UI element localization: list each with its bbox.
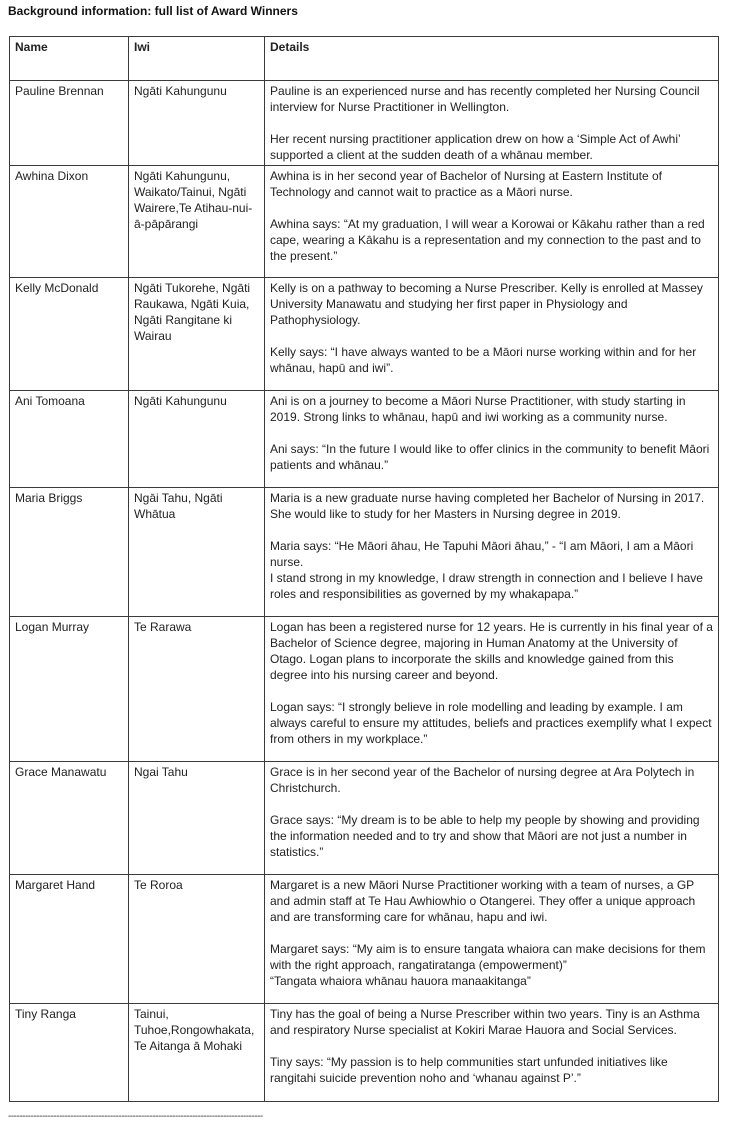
winner-name-cell: Logan Murray — [10, 617, 129, 762]
table-row — [10, 166, 719, 278]
winner-details-cell — [265, 1004, 719, 1102]
winner-details-cell — [265, 166, 719, 278]
column-header-name: Name — [10, 37, 129, 81]
details-paragraph: Margaret is a new Māori Nurse Practitioner working with a team of nurses, a GP and admin staff at Te Hau Awhiowhio o Otangerei. They offer a unique approach and are transforming care for whānau, hapu and iwi. — [270, 878, 696, 924]
table-row — [10, 81, 719, 166]
details-paragraph: Grace says: “My dream is to be able to help my people by showing and providing the information needed and to try and show that Māori are not just a number in statistics.” — [270, 813, 700, 859]
winner-name-cell: Awhina Dixon — [10, 166, 129, 278]
details-paragraph: Awhina says: “At my graduation, I will wear a Korowai or Kākahu rather than a red cape, wearing a Kākahu is a representation and my connection to the past and to the present.” — [270, 217, 705, 263]
winner-details-cell — [265, 875, 719, 1004]
table-row — [10, 875, 719, 1004]
details-paragraph: Ani says: “In the future I would like to offer clinics in the community to benefit Māori patients and whānau.” — [270, 442, 710, 472]
table-header-row — [10, 37, 719, 81]
details-paragraph: Maria says: “He Māori āhau, He Tapuhi Māori āhau,” - “I am Māori, I am a Māori nurse. I stand strong in my knowledge, I draw strength in connection and I believe I have roles and responsibilities as governed by my whakapapa.” — [270, 539, 703, 601]
winner-name-cell: Grace Manawatu — [10, 762, 129, 875]
winner-details-cell — [265, 81, 719, 166]
winner-details-cell — [265, 762, 719, 875]
winner-iwi-cell: Te Rarawa — [129, 617, 265, 762]
table-row — [10, 762, 719, 875]
table-row — [10, 278, 719, 391]
winner-name-cell: Tiny Ranga — [10, 1004, 129, 1102]
details-paragraph: Her recent nursing practitioner application drew on how a ‘Simple Act of Awhi’ supported a client at the sudden death of a whānau member. — [270, 132, 681, 162]
details-paragraph: Ani is on a journey to become a Māori Nurse Practitioner, with study starting in 2019. Strong links to whānau, hapū and iwi working as a community nurse. — [270, 394, 686, 424]
details-paragraph: Logan says: “I strongly believe in role modelling and leading by example. I am always careful to ensure my attitudes, beliefs and practices exemplify what I expect from others in my workplace.” — [270, 700, 712, 746]
winner-name-cell: Kelly McDonald — [10, 278, 129, 391]
details-paragraph: Logan has been a registered nurse for 12 years. He is currently in his final year of a Bachelor of Science degree, majoring in Human Anatomy at the University of Otago. Logan plans to incorporate the skills and knowledge gained from this degree into his nursing career and beyond. — [270, 620, 713, 682]
winner-iwi-cell: Ngāti Tukorehe, Ngāti Raukawa, Ngāti Kuia, Ngāti Rangitane ki Wairau — [129, 278, 265, 391]
winner-iwi-cell: Te Roroa — [129, 875, 265, 1004]
award-winners-table — [9, 36, 719, 1102]
winner-details-cell — [265, 488, 719, 617]
winner-name-cell: Ani Tomoana — [10, 391, 129, 488]
details-paragraph: Pauline is an experienced nurse and has recently completed her Nursing Council interview for Nurse Practitioner in Wellington. — [270, 84, 700, 114]
dashed-divider: ------------------------------------------------------------------------------------------ — [8, 1111, 263, 1122]
winner-details-cell — [265, 391, 719, 488]
details-paragraph: Tiny has the goal of being a Nurse Prescriber within two years. Tiny is an Asthma and respiratory Nurse specialist at Kokiri Marae Hauora and Social Services. — [270, 1007, 700, 1037]
table-row — [10, 1004, 719, 1102]
winner-name-cell: Maria Briggs — [10, 488, 129, 617]
winner-iwi-cell: Ngāi Tahu, Ngāti Whātua — [129, 488, 265, 617]
winner-iwi-cell: Ngāti Kahungunu — [129, 391, 265, 488]
details-paragraph: Kelly says: “I have always wanted to be a Māori nurse working within and for her whānau, hapū and iwi”. — [270, 345, 697, 375]
column-header-iwi: Iwi — [129, 37, 265, 81]
winner-iwi-cell: Ngai Tahu — [129, 762, 265, 875]
details-paragraph: Kelly is on a pathway to becoming a Nurse Prescriber. Kelly is enrolled at Massey University Manawatu and studying her first paper in Physiology and Pathophysiology. — [270, 281, 703, 327]
winner-details-cell — [265, 278, 719, 391]
column-header-details: Details — [265, 37, 719, 81]
table-row — [10, 488, 719, 617]
page-heading: Background information: full list of Award Winners — [8, 4, 298, 18]
winner-details-cell — [265, 617, 719, 762]
details-paragraph: Tiny says: “My passion is to help communities start unfunded initiatives like rangitahi suicide prevention noho and ‘whanau against P’.” — [270, 1055, 668, 1085]
winner-iwi-cell: Ngāti Kahungunu, Waikato/Tainui, Ngāti Wairere,Te Atihau-nui-ā-pāpārangi — [129, 166, 265, 278]
winner-iwi-cell: Tainui, Tuhoe,Rongowhakata, Te Aitanga ā Mohaki — [129, 1004, 265, 1102]
winner-name-cell: Pauline Brennan — [10, 81, 129, 166]
details-paragraph: Grace is in her second year of the Bachelor of nursing degree at Ara Polytech in Christchurch. — [270, 765, 695, 795]
table-row — [10, 391, 719, 488]
details-paragraph: Awhina is in her second year of Bachelor of Nursing at Eastern Institute of Technology and cannot wait to practice as a Māori nurse. — [270, 169, 662, 199]
details-paragraph: Maria is a new graduate nurse having completed her Bachelor of Nursing in 2017. She would like to study for her Masters in Nursing degree in 2019. — [270, 491, 705, 521]
table-row — [10, 617, 719, 762]
details-paragraph: Margaret says: “My aim is to ensure tangata whaiora can make decisions for them with the right approach, rangatiratanga (empowerment)” “Tangata whaiora whānau hauora manaakitanga” — [270, 942, 706, 988]
winner-iwi-cell: Ngāti Kahungunu — [129, 81, 265, 166]
winner-name-cell: Margaret Hand — [10, 875, 129, 1004]
